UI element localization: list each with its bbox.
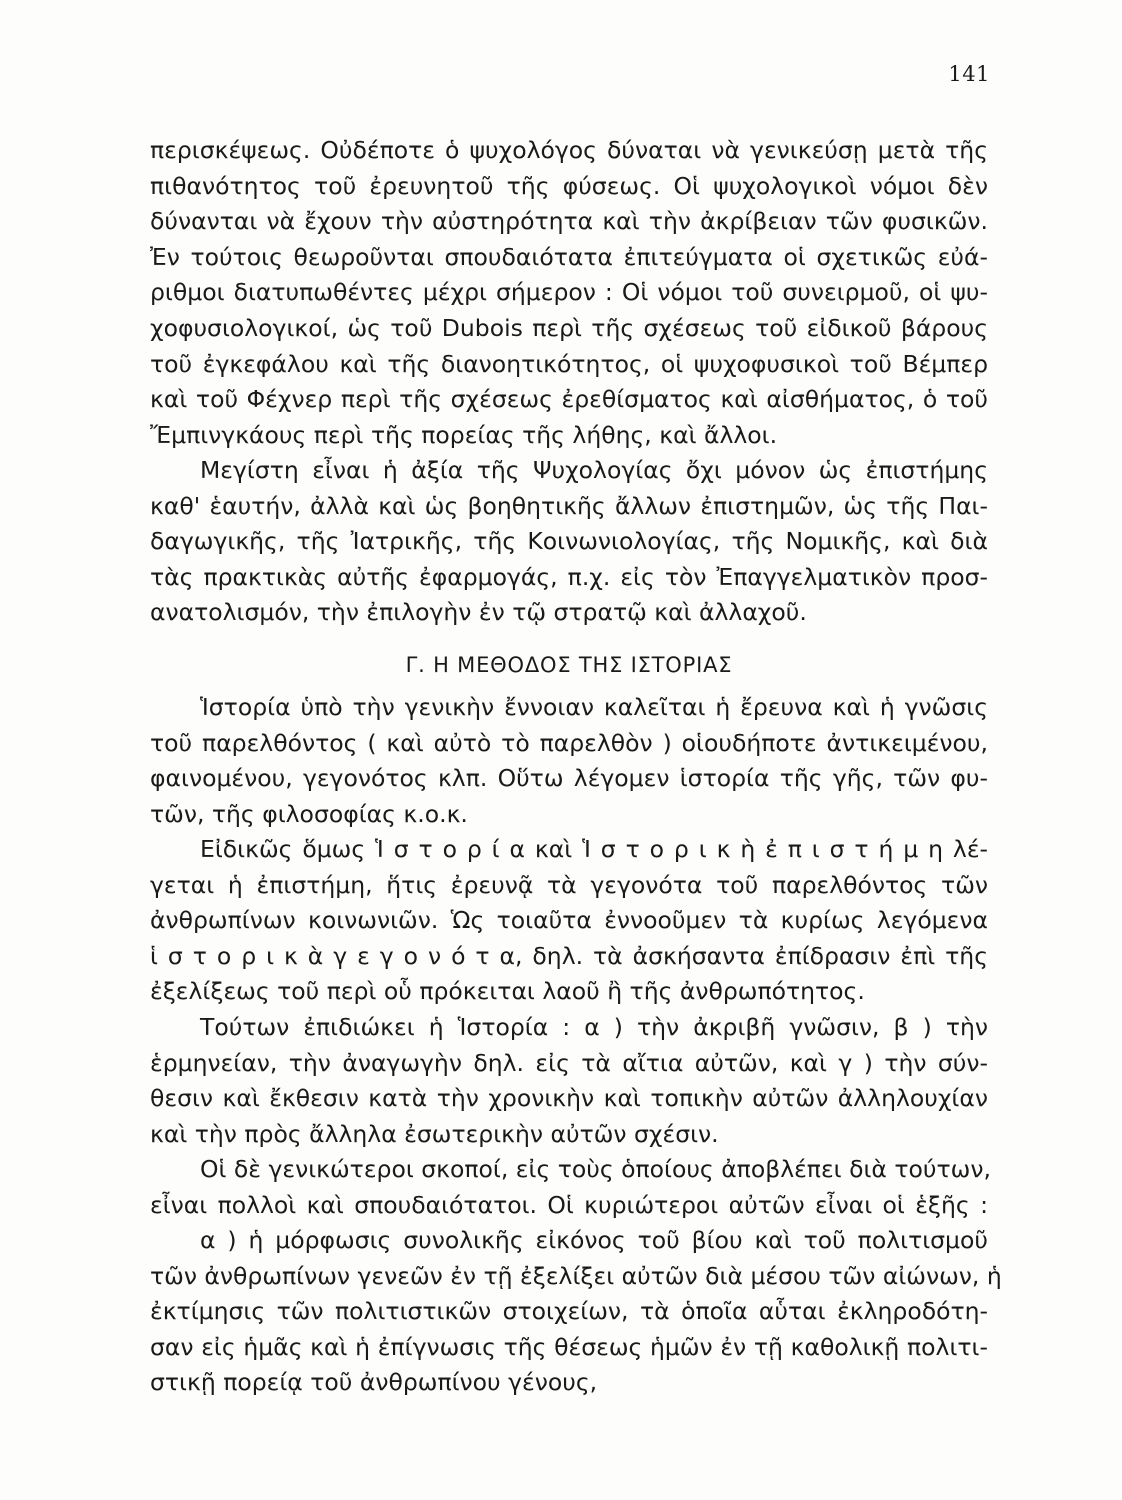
text-line: ριθμοι διατυπωθέντες μέχρι σήμερον : Οἱ νόμοι τοῦ συνειρμοῦ, οἱ ψυ-	[150, 278, 988, 307]
text-line: καὶ τοῦ Φέχνερ περὶ τῆς σχέσεως ἐρεθίσματος καὶ αἰσθήματος, ὁ τοῦ	[150, 385, 988, 414]
text-line: Ἱστορία ὑπὸ τὴν γενικὴν ἔννοιαν καλεῖται ἡ ἔρευνα καὶ ἡ γνῶσις	[200, 693, 988, 721]
paragraph-1	[150, 133, 988, 453]
text-line: καὶ τὴν πρὸς ἄλληλα ἐσωτερικὴν αὐτῶν σχέσιν.	[150, 1119, 719, 1148]
text-line: καθ' ἑαυτήν, ἀλλὰ καὶ ὡς βοηθητικῆς ἄλλων ἐπιστημῶν, ὡς τῆς Παι-	[150, 491, 988, 520]
text-line: ἀνθρωπίνων κοινωνιῶν. Ὡς τοιαῦτα ἐννοοῦμεν τὰ κυρίως λεγόμενα	[150, 906, 988, 935]
text-line: τὰς πρακτικὰς αὐτῆς ἐφαρμογάς, π.χ. εἰς τὸν Ἐπαγγελματικὸν προσ-	[150, 562, 988, 591]
text-line: ἱ σ τ ο ρ ι κ ὰ γ ε γ ο ν ό τ α, δηλ. τὰ ἀσκήσαντα ἐπίδρασιν ἐπὶ τῆς	[150, 941, 988, 970]
paragraph-5	[150, 1010, 988, 1152]
text-line: Οἱ δὲ γενικώτεροι σκοποί, εἰς τοὺς ὁποίους ἀποβλέπει διὰ τούτων,	[200, 1155, 991, 1183]
page-number: 141	[948, 62, 990, 86]
paragraph-3	[150, 690, 988, 832]
text-line: τοῦ παρελθόντος ( καὶ αὐτὸ τὸ παρελθὸν ) οἱουδήποτε ἀντικειμένου,	[150, 728, 988, 757]
text-line: ἐκτίμησις τῶν πολιτιστικῶν στοιχείων, τὰ ὁποῖα αὗται ἐκληροδότη-	[150, 1297, 988, 1326]
text-line: τῶν ἀνθρωπίνων γενεῶν ἐν τῇ ἐξελίξει αὐτῶν διὰ μέσου τῶν αἰώνων, ἡ	[150, 1261, 1002, 1290]
text-line: εἶναι πολλοὶ καὶ σπουδαιότατοι. Οἱ κυριώτεροι αὐτῶν εἶναι οἱ ἑξῆς :	[150, 1190, 988, 1219]
paragraph-6	[150, 1152, 991, 1223]
section-heading: Γ. Η ΜΕΘΟΔΟΣ ΤΗΣ ΙΣΤΟΡΙΑΣ	[405, 653, 733, 677]
text-line: δύνανται νὰ ἔχουν τὴν αὐστηρότητα καὶ τὴν ἀκρίβειαν τῶν φυσικῶν.	[150, 207, 988, 236]
paragraph-7	[150, 1223, 1002, 1401]
text-line: χοφυσιολογικοί, ὡς τοῦ Dubois περὶ τῆς σχέσεως τοῦ εἰδικοῦ βάρους	[150, 313, 988, 342]
paragraph-4	[150, 832, 988, 1010]
text-line: α ) ἡ μόρφωσις συνολικῆς εἰκόνος τοῦ βίου καὶ τοῦ πολιτισμοῦ	[200, 1226, 988, 1254]
text-line: στικῇ πορείᾳ τοῦ ἀνθρωπίνου γένους,	[150, 1368, 598, 1397]
text-line: τῶν, τῆς φιλοσοφίας κ.ο.κ.	[150, 799, 468, 828]
text-line: Μεγίστη εἶναι ἡ ἀξία τῆς Ψυχολογίας ὄχι μόνον ὡς ἐπιστήμης	[200, 456, 988, 484]
text-line: σαν εἰς ἡμᾶς καὶ ἡ ἐπίγνωσις τῆς θέσεως ἡμῶν ἐν τῇ καθολικῇ πολιτι-	[150, 1332, 988, 1361]
text-line: δαγωγικῆς, τῆς Ἰατρικῆς, τῆς Κοινωνιολογίας, τῆς Νομικῆς, καὶ διὰ	[150, 527, 988, 556]
text-line: ἐξελίξεως τοῦ περὶ οὗ πρόκειται λαοῦ ἢ τῆς ἀνθρωπότητος.	[150, 977, 865, 1006]
text-line: ανατολισμόν, τὴν ἐπιλογὴν ἐν τῷ στρατῷ καὶ ἀλλαχοῦ.	[150, 598, 807, 627]
text-line: περισκέψεως. Οὐδέποτε ὁ ψυχολόγος δύναται νὰ γενικεύσῃ μετὰ τῆς	[150, 136, 988, 164]
text-line: θεσιν καὶ ἔκθεσιν κατὰ τὴν χρονικὴν καὶ τοπικὴν αὐτῶν ἀλληλουχίαν	[150, 1084, 988, 1113]
text-line: Ἔμπινγκάους περὶ τῆς πορείας τῆς λήθης, καὶ ἄλλοι.	[150, 420, 778, 449]
text-line: γεται ἡ ἐπιστήμη, ἥτις ἐρευνᾷ τὰ γεγονότα τοῦ παρελθόντος τῶν	[150, 870, 988, 899]
text-line: πιθανότητος τοῦ ἐρευνητοῦ τῆς φύσεως. Οἱ ψυχολογικοὶ νόμοι δὲν	[150, 171, 988, 200]
text-line: Τούτων ἐπιδιώκει ἡ Ἱστορία : α ) τὴν ἀκριβῆ γνῶσιν, β ) τὴν	[200, 1013, 988, 1041]
text-line: φαινομένου, γεγονότος κλπ. Οὕτω λέγομεν ἱστορία τῆς γῆς, τῶν φυ-	[150, 764, 988, 793]
text-line: ἑρμηνείαν, τὴν ἀναγωγὴν δηλ. εἰς τὰ αἴτια αὐτῶν, καὶ γ ) τὴν σύν-	[150, 1048, 988, 1077]
paragraph-2	[150, 453, 988, 631]
text-line: Εἰδικῶς ὅμως Ἱ σ τ ο ρ ί α καὶ Ἱ σ τ ο ρ ι κ ὴ ἐ π ι σ τ ή μ η λέ-	[200, 835, 988, 863]
text-line: Ἐν τούτοις θεωροῦνται σπουδαιότατα ἐπιτεύγματα οἱ σχετικῶς εὐά-	[150, 242, 988, 271]
text-line: τοῦ ἐγκεφάλου καὶ τῆς διανοητικότητος, οἱ ψυχοφυσικοὶ τοῦ Βέμπερ	[150, 349, 988, 378]
